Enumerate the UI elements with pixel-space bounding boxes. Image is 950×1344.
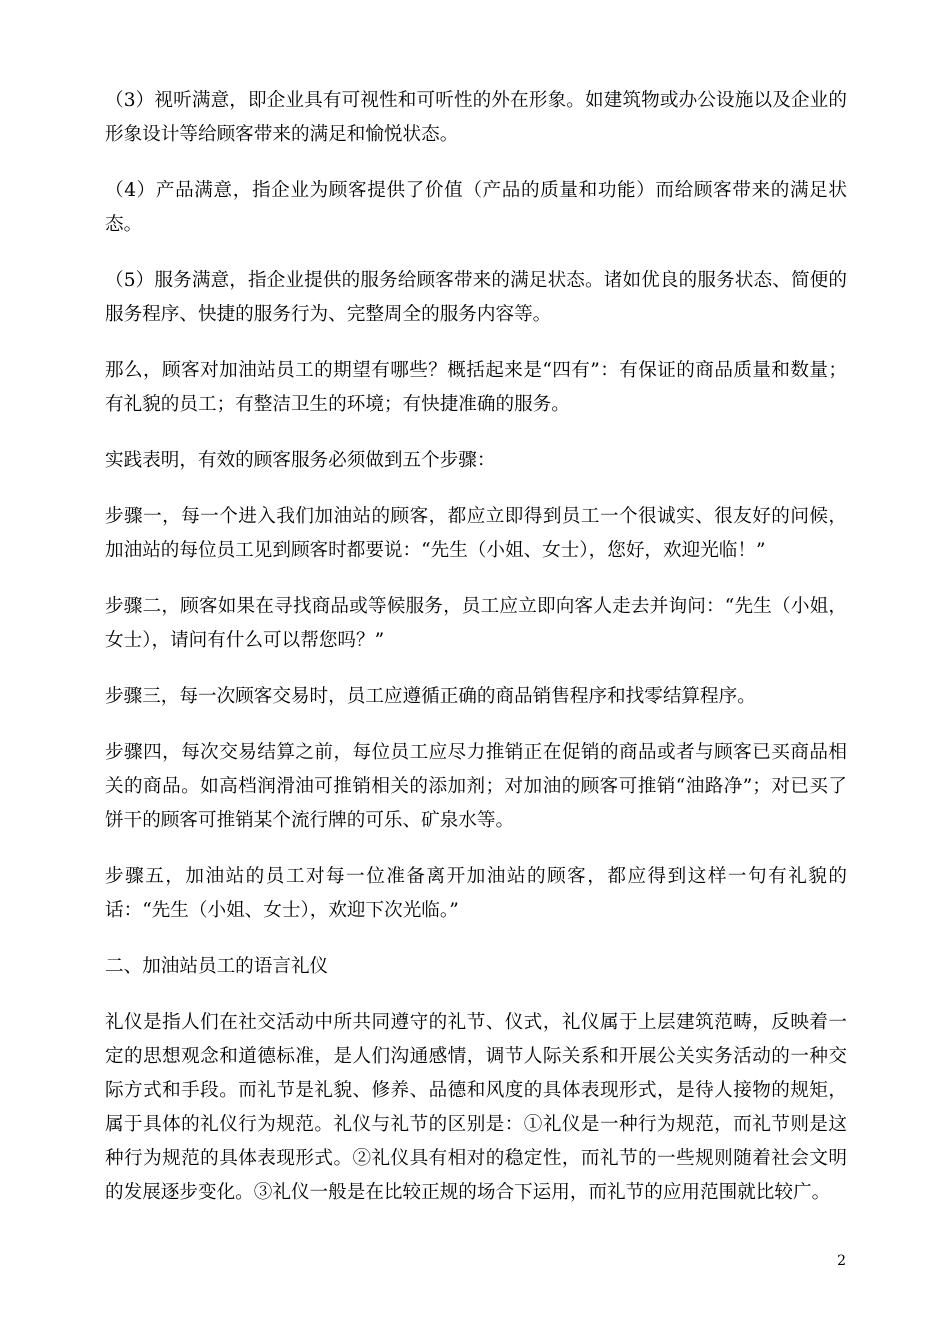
paragraph-service-satisfaction: （5）服务满意，指企业提供的服务给顾客带来的满足状态。诸如优良的服务状态、简便的服务程序、快捷的服务行为、完整周全的服务内容等。	[105, 270, 847, 325]
paragraph-product-satisfaction: （4）产品满意，指企业为顾客提供了价值（产品的质量和功能）而给顾客带来的满足状态。	[105, 180, 847, 235]
paragraph-step-four: 步骤四，每次交易结算之前，每位员工应尽力推销正在促销的商品或者与顾客已买商品相关的商品。如高档润滑油可推销相关的添加剂；对加油的顾客可推销“油路净”；对已买了饼干的顾客可推销某个流行牌的可乐、矿泉水等。	[105, 742, 847, 831]
paragraph-etiquette-definition: 礼仪是指人们在社交活动中所共同遵守的礼节、仪式，礼仪属于上层建筑范畴，反映着一定的思想观念和道德标准，是人们沟通感情，调节人际关系和开展公关实务活动的一种交际方式和手段。而礼节是礼貌、修养、品德和风度的具体表现形式，是待人接物的规矩，属于具体的礼仪行为规范。礼仪与礼节的区别是：①礼仪是一种行为规范，而礼节则是这种行为规范的具体表现形式。②礼仪具有相对的稳定性，而礼节的一些规则随着社会文明的发展逐步变化。③礼仪一般是在比较正规的场合下运用，而礼节的应用范围就比较广。	[105, 1012, 847, 1203]
paragraph-step-three: 步骤三，每一次顾客交易时，员工应遵循正确的商品销售程序和找零结算程序。	[105, 686, 756, 707]
paragraph-step-one: 步骤一，每一个进入我们加油站的顾客，都应立即得到员工一个很诚实、很友好的问候，加油站的每位员工见到顾客时都要说：“先生（小姐、女士），您好，欢迎光临！”	[105, 506, 847, 561]
paragraph-step-two: 步骤二，顾客如果在寻找商品或等候服务，员工应立即向客人走去并询问：“先生（小姐，女士），请问有什么可以帮您吗？”	[105, 596, 847, 651]
section-heading-language-etiquette: 二、加油站员工的语言礼仪	[105, 956, 329, 977]
paragraph-five-steps-intro: 实践表明，有效的顾客服务必须做到五个步骤：	[105, 450, 496, 471]
paragraph-visual-satisfaction: （3）视听满意，即企业具有可视性和可听性的外在形象。如建筑物或办公设施以及企业的形象设计等给顾客带来的满足和愉悦状态。	[105, 90, 847, 145]
page-number: 2	[837, 1253, 846, 1269]
paragraph-step-five: 步骤五，加油站的员工对每一位准备离开加油站的顾客，都应得到这样一句有礼貌的话：“先生（小姐、女士），欢迎下次光临。”	[105, 866, 847, 921]
document-body	[105, 84, 847, 1232]
paragraph-customer-expectations: 那么，顾客对加油站员工的期望有哪些？概括起来是“四有”：有保证的商品质量和数量；有礼貌的员工；有整洁卫生的环境；有快捷准确的服务。	[105, 360, 847, 415]
